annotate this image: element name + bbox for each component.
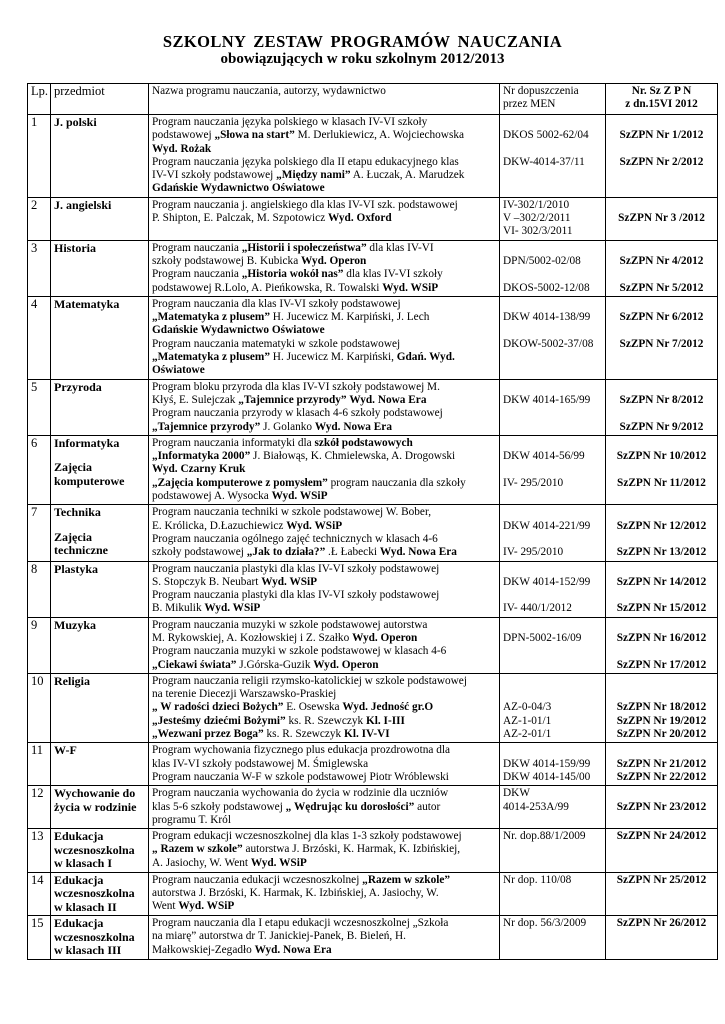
subject-cell-line: W-F xyxy=(54,743,77,758)
program-cell xyxy=(149,435,500,504)
subject-cell-line: J. angielski xyxy=(54,197,112,212)
szpn-number-cell-line: SzZPN Nr 14/2012 xyxy=(616,575,707,588)
subject-cell-line: w klasach II xyxy=(54,899,117,914)
szpn-number-cell-line: SzZPN Nr 3 /2012 xyxy=(618,212,705,225)
program-cell-line: „Tajemnice przyrody” J. Golanko Wyd. Nowa Era xyxy=(152,420,392,433)
table-row xyxy=(28,561,718,617)
program-cell xyxy=(149,872,500,916)
szpn-number-cell xyxy=(606,916,718,960)
szpn-number-cell-line: SzZPN Nr 4/2012 xyxy=(619,254,704,267)
document-title: SZKOLNY ZESTAW PROGRAMÓW NAUCZANIA xyxy=(162,32,563,51)
men-number-cell-line: DKW 4014-221/99 xyxy=(503,519,591,532)
szpn-number-cell-line xyxy=(607,619,716,632)
szpn-number-cell xyxy=(606,617,718,673)
table-header-row xyxy=(28,84,718,115)
subject-cell-line: Wychowanie do xyxy=(54,786,136,801)
program-cell-line: Program nauczania plastyki dla klas IV-VI szkoły podstawowej xyxy=(152,562,440,575)
program-cell xyxy=(149,197,500,240)
subject-cell-line: w klasach III xyxy=(54,943,122,958)
szpn-number-cell xyxy=(606,829,718,873)
men-number-cell xyxy=(500,197,606,240)
szpn-number-cell xyxy=(606,743,718,786)
header-szpn-line1: Nr. Sz Z P N xyxy=(631,85,692,97)
program-cell-line: Program nauczania dla klas IV-VI szkoły podstawowej xyxy=(152,297,401,310)
men-number-cell-line: IV- 440/1/2012 xyxy=(503,602,572,615)
szpn-number-cell-line: SzZPN Nr 11/2012 xyxy=(617,476,706,489)
szpn-number-cell-line xyxy=(607,143,716,156)
program-cell-line: Gdańskie Wydawnictwo Oświatowe xyxy=(152,182,325,195)
men-number-cell-line: DPN/5002-02/08 xyxy=(503,254,581,267)
program-cell-line: szkoły podstawowej „Jak to działa?” .Ł Łabecki Wyd. Nowa Era xyxy=(152,546,457,559)
szpn-number-cell-line xyxy=(607,533,716,546)
subject-cell-line: Zajęcia xyxy=(54,460,92,475)
szpn-number-cell-line: SzZPN Nr 7/2012 xyxy=(619,337,704,350)
szpn-number-cell-line: SzZPN Nr 13/2012 xyxy=(616,546,707,559)
szpn-number-cell-line xyxy=(607,675,716,688)
szpn-number-cell xyxy=(606,673,718,742)
row-number: 12 xyxy=(28,786,51,829)
subject-cell-line: Historia xyxy=(54,240,96,255)
men-number-cell-line: DKOS 5002-62/04 xyxy=(503,129,589,142)
szpn-number-cell-line xyxy=(607,437,716,450)
szpn-number-cell xyxy=(606,115,718,198)
program-cell-line: S. Stopczyk B. Neubart Wyd. WSiP xyxy=(152,575,318,588)
programs-table xyxy=(27,83,718,960)
szpn-number-cell-line xyxy=(607,744,716,757)
szpn-number-cell-line xyxy=(607,787,716,800)
program-cell-line: IV-VI szkoły podstawowej „Między nami” A. Łuczak, A. Marudzek xyxy=(152,169,465,182)
subject-cell xyxy=(51,829,149,873)
table-row xyxy=(28,916,718,960)
program-cell-line: Program nauczania plastyki dla klas IV-VI szkoły podstawowej xyxy=(152,589,440,602)
szpn-number-cell-line: SzZPN Nr 20/2012 xyxy=(616,728,707,741)
program-cell-line: Program nauczania religii rzymsko-katolickiej w szkole podstawowej xyxy=(152,674,467,687)
szpn-number-cell-line: SzZPN Nr 5/2012 xyxy=(619,281,704,294)
table-row xyxy=(28,379,718,435)
subject-cell-line: Informatyka xyxy=(54,435,120,450)
program-cell-line: podstawowej A. Wysocka Wyd. WSiP xyxy=(152,490,328,503)
table-row xyxy=(28,673,718,742)
men-number-cell xyxy=(500,617,606,673)
men-number-cell-line xyxy=(503,324,602,337)
program-cell-line: podstawowej „Słowa na start” M. Derlukiewicz, A. Wojciechowska xyxy=(152,129,465,142)
program-cell xyxy=(149,115,500,198)
program-cell-line: Program nauczania wychowania do życia w rodzinie dla uczniów xyxy=(152,787,449,800)
szpn-number-cell-line: SzZPN Nr 9/2012 xyxy=(619,420,704,433)
program-cell xyxy=(149,743,500,786)
subject-cell-line: J. polski xyxy=(54,115,97,129)
program-cell-line: A. Jasiochy, W. Went Wyd. WSiP xyxy=(152,856,307,869)
szpn-number-cell xyxy=(606,197,718,240)
men-number-cell xyxy=(500,115,606,198)
szpn-number-cell-line xyxy=(607,645,716,658)
program-cell xyxy=(149,673,500,742)
program-cell-line: Gdańskie Wydawnictwo Oświatowe xyxy=(152,324,325,337)
program-cell-line: „Ciekawi świata” J.Górska-Guzik Wyd. Operon xyxy=(152,658,379,671)
szpn-number-cell-line: SzZPN Nr 8/2012 xyxy=(619,393,704,406)
men-number-cell-line xyxy=(503,242,602,255)
men-number-cell xyxy=(500,743,606,786)
subject-cell xyxy=(51,115,149,198)
program-cell-line: Program nauczania dla I etapu edukacji wczesnoszkolnej „Szkoła xyxy=(152,917,449,930)
program-cell-line: Program nauczania muzyki w szkole podstawowej autorstwa xyxy=(152,618,428,631)
row-number: 15 xyxy=(28,916,51,960)
subject-cell-line: Przyroda xyxy=(54,379,102,394)
table-row xyxy=(28,786,718,829)
header-men xyxy=(500,84,606,115)
subject-cell xyxy=(51,435,149,504)
szpn-number-cell-line xyxy=(607,116,716,129)
szpn-number-cell-line: SzZPN Nr 17/2012 xyxy=(616,658,707,671)
header-lp: Lp. xyxy=(28,84,51,115)
men-number-cell-line: IV-302/1/2010 xyxy=(503,198,570,211)
szpn-number-cell-line: SzZPN Nr 10/2012 xyxy=(616,450,707,463)
table-row xyxy=(28,115,718,198)
program-cell-line: P. Shipton, E. Palczak, M. Szpotowicz Wyd. Oxford xyxy=(152,212,392,225)
men-number-cell-line xyxy=(503,268,602,281)
program-cell-line: na miarę” autorstwa dr T. Janickiej-Panek, B. Bieleń, H. xyxy=(152,930,406,943)
szpn-number-cell xyxy=(606,872,718,916)
men-number-cell-line: AZ-1-01/1 xyxy=(503,714,552,727)
program-cell-line: „Wezwani przez Boga” ks. R. Szewczyk Kl. IV-VI xyxy=(152,728,390,741)
szpn-number-cell-line: SzZPN Nr 25/2012 xyxy=(616,873,707,886)
program-cell xyxy=(149,561,500,617)
program-cell-line: Program bloku przyroda dla klas IV-VI szkoły podstawowej M. xyxy=(152,380,440,393)
men-number-cell xyxy=(500,505,606,561)
men-number-cell-line xyxy=(503,589,602,602)
table-row xyxy=(28,505,718,561)
subject-cell-line: Edukacja xyxy=(54,829,104,844)
table-body xyxy=(28,115,718,960)
program-cell-line: „Matematyka z plusem” H. Jucewicz M. Karpiński, Gdań. Wyd. xyxy=(152,351,455,364)
szpn-number-cell-line xyxy=(607,407,716,420)
szpn-number-cell-line: SzZPN Nr 6/2012 xyxy=(619,311,704,324)
subject-cell-line: techniczne xyxy=(54,543,108,558)
szpn-number-cell-line xyxy=(607,381,716,394)
program-cell-line: „ W radości dzieci Bożych” E. Osewska Wyd. Jedność gr.O xyxy=(152,701,434,714)
row-number: 3 xyxy=(28,240,51,296)
program-cell-line: klas IV-VI szkoły podstawowej M. Śmiglewska xyxy=(152,757,369,770)
subject-cell-line: Technika xyxy=(54,505,101,520)
men-number-cell xyxy=(500,561,606,617)
szpn-number-cell xyxy=(606,561,718,617)
header-program: Nazwa programu nauczania, autorzy, wydawnictwo xyxy=(149,84,500,115)
szpn-number-cell-line: SzZPN Nr 19/2012 xyxy=(616,714,707,727)
table-row xyxy=(28,296,718,379)
program-cell xyxy=(149,829,500,873)
program-cell-line: E. Królicka, D.Łazuchiewicz Wyd. WSiP xyxy=(152,519,343,532)
program-cell-line: Małkowskiej-Zegadło Wyd. Nowa Era xyxy=(152,943,332,956)
subject-cell xyxy=(51,743,149,786)
szpn-number-cell-line: SzZPN Nr 22/2012 xyxy=(616,770,707,783)
subject-cell-line: w klasach I xyxy=(54,856,113,871)
program-cell-line: Kłyś, E. Sulejczak „Tajemnice przyrody” Wyd. Nowa Era xyxy=(152,393,427,406)
men-number-cell xyxy=(500,673,606,742)
szpn-number-cell-line: SzZPN Nr 12/2012 xyxy=(616,519,707,532)
szpn-number-cell-line: SzZPN Nr 15/2012 xyxy=(616,602,707,615)
subject-cell xyxy=(51,379,149,435)
row-number: 13 xyxy=(28,829,51,873)
szpn-number-cell-line xyxy=(607,298,716,311)
men-number-cell-line xyxy=(503,688,602,701)
men-number-cell-line: VI- 302/3/2011 xyxy=(503,225,573,238)
men-number-cell-line: DKOS-5002-12/08 xyxy=(503,281,590,294)
program-cell-line: programu T. Król xyxy=(152,813,231,826)
szpn-number-cell xyxy=(606,240,718,296)
men-number-cell-line: DKOW-5002-37/08 xyxy=(503,337,594,350)
program-cell-line: Program nauczania „Historia wokół nas” dla klas IV-VI szkoły xyxy=(152,268,443,281)
program-cell-line: „ Razem w szkole” autorstwa J. Brzóski, K. Harmak, K. Izbińskiej, xyxy=(152,843,461,856)
subject-cell-line: komputerowe xyxy=(54,473,125,488)
program-cell-line: Program nauczania techniki w szkole podstawowej W. Bober, xyxy=(152,506,432,519)
szpn-number-cell-line: SzZPN Nr 24/2012 xyxy=(616,830,707,843)
szpn-number-cell-line xyxy=(607,506,716,519)
men-number-cell-line: IV- 295/2010 xyxy=(503,546,564,559)
szpn-number-cell-line: SzZPN Nr 18/2012 xyxy=(616,701,707,714)
men-number-cell xyxy=(500,786,606,829)
men-number-cell-line: V –302/2/2011 xyxy=(503,212,571,225)
szpn-number-cell-line: SzZPN Nr 2/2012 xyxy=(619,155,704,168)
program-cell xyxy=(149,505,500,561)
subject-cell xyxy=(51,296,149,379)
men-number-cell xyxy=(500,829,606,873)
szpn-number-cell-line xyxy=(607,688,716,701)
szpn-number-cell xyxy=(606,379,718,435)
program-cell-line: Program nauczania języka polskiego dla II etapu edukacyjnego klas xyxy=(152,155,459,168)
subject-cell xyxy=(51,197,149,240)
subject-cell-line: wczesnoszkolna xyxy=(54,929,135,944)
row-number: 4 xyxy=(28,296,51,379)
men-number-cell-line: DKW 4014-152/99 xyxy=(503,575,591,588)
men-number-cell-line: AZ-0-04/3 xyxy=(503,701,552,714)
szpn-number-cell xyxy=(606,435,718,504)
szpn-number-cell xyxy=(606,505,718,561)
program-cell-line: na terenie Diecezji Warszawsko-Praskiej xyxy=(152,688,337,701)
row-number: 5 xyxy=(28,379,51,435)
szpn-number-cell-line: SzZPN Nr 16/2012 xyxy=(616,631,707,644)
men-number-cell-line xyxy=(503,744,602,757)
header-subject: przedmiot xyxy=(51,84,149,115)
program-cell-line: klas 5-6 szkoły podstawowej „ Wędrując ku dorosłości” autor xyxy=(152,800,441,813)
men-number-cell-line xyxy=(503,563,602,576)
row-number: 2 xyxy=(28,197,51,240)
szpn-number-cell-line xyxy=(607,268,716,281)
program-cell-line: Program nauczania informatyki dla szkół podstawowych xyxy=(152,436,413,449)
table-row xyxy=(28,617,718,673)
program-cell-line: Wyd. Czarny Kruk xyxy=(152,463,246,476)
men-number-cell-line xyxy=(503,619,602,632)
men-number-cell-line: AZ-2-01/1 xyxy=(503,728,552,741)
table-row xyxy=(28,197,718,240)
men-number-cell xyxy=(500,379,606,435)
program-cell xyxy=(149,617,500,673)
program-cell-line: Program nauczania muzyki w szkole podstawowej w klasach 4-6 xyxy=(152,645,447,658)
szpn-number-cell-line xyxy=(607,199,716,212)
program-cell xyxy=(149,296,500,379)
szpn-number-cell-line xyxy=(607,589,716,602)
subject-cell xyxy=(51,240,149,296)
program-cell-line: Program nauczania przyrody w klasach 4-6 szkoły podstawowej xyxy=(152,407,443,420)
men-number-cell xyxy=(500,296,606,379)
men-number-cell-line: IV- 295/2010 xyxy=(503,476,564,489)
men-number-cell-line xyxy=(503,533,602,546)
header-szpn xyxy=(606,84,718,115)
program-cell-line: Program nauczania edukacji wczesnoszkolnej „Razem w szkole” xyxy=(152,873,451,886)
row-number: 1 xyxy=(28,115,51,198)
subject-cell-line: Zajęcia xyxy=(54,529,92,544)
program-cell xyxy=(149,240,500,296)
row-number: 8 xyxy=(28,561,51,617)
szpn-number-cell-line: SzZPN Nr 1/2012 xyxy=(619,129,704,142)
program-cell-line: Wyd. Rożak xyxy=(152,142,212,155)
program-cell-line: „Zajęcia komputerowe z pomysłem” program nauczania dla szkoły xyxy=(152,476,466,489)
row-number: 10 xyxy=(28,673,51,742)
program-cell-line: szkoły podstawowej B. Kubicka Wyd. Operon xyxy=(152,254,367,267)
program-cell-line: B. Mikulik Wyd. WSiP xyxy=(152,602,261,615)
szpn-number-cell-line xyxy=(607,324,716,337)
szpn-number-cell-line: SzZPN Nr 21/2012 xyxy=(616,757,707,770)
program-cell-line: Program wychowania fizycznego plus edukacja prozdrowotna dla xyxy=(152,744,451,757)
men-number-cell-line: Nr. dop.88/1/2009 xyxy=(503,830,586,843)
men-number-cell-line xyxy=(503,675,602,688)
table-row xyxy=(28,743,718,786)
header-men-line2: przez MEN xyxy=(503,98,556,111)
subject-cell xyxy=(51,561,149,617)
men-number-cell-line xyxy=(503,463,602,476)
subject-cell-line: Matematyka xyxy=(54,296,120,311)
document-subtitle: obowiązujących w roku szkolnym 2012/2013 xyxy=(220,51,505,67)
row-number: 14 xyxy=(28,872,51,916)
row-number: 9 xyxy=(28,617,51,673)
szpn-number-cell-line xyxy=(607,242,716,255)
szpn-number-cell xyxy=(606,786,718,829)
subject-cell-line: wczesnoszkolna xyxy=(54,886,135,901)
row-number: 7 xyxy=(28,505,51,561)
szpn-number-cell-line: SzZPN Nr 26/2012 xyxy=(616,917,707,930)
men-number-cell-line: DKW 4014-159/99 xyxy=(503,757,591,770)
subject-cell-line: Plastyka xyxy=(54,561,99,576)
subject-cell-line: życia w rodzinie xyxy=(54,799,137,814)
men-number-cell-line xyxy=(503,506,602,519)
men-number-cell xyxy=(500,916,606,960)
row-number: 11 xyxy=(28,743,51,786)
subject-cell-line: Muzyka xyxy=(54,617,96,632)
men-number-cell-line: DPN-5002-16/09 xyxy=(503,631,582,644)
subject-cell xyxy=(51,505,149,561)
table-row xyxy=(28,829,718,873)
men-number-cell-line: DKW-4014-37/11 xyxy=(503,155,585,168)
szpn-number-cell-line xyxy=(607,463,716,476)
men-number-cell-line: 4014-253A/99 xyxy=(503,800,569,813)
subject-cell xyxy=(51,916,149,960)
program-cell-line: Program nauczania „Historii i społeczeństwa” dla klas IV-VI xyxy=(152,241,434,254)
table-row xyxy=(28,435,718,504)
men-number-cell xyxy=(500,872,606,916)
program-cell-line: autorstwa J. Brzóski, K. Harmak, K. Izbińskiej, A. Jasiochy, W. xyxy=(152,886,439,899)
table-row xyxy=(28,872,718,916)
program-cell-line: Oświatowe xyxy=(152,364,205,377)
program-cell xyxy=(149,379,500,435)
table-row xyxy=(28,240,718,296)
men-number-cell-line: DKW 4014-138/99 xyxy=(503,311,591,324)
header-szpn-line2: z dn.15VI 2012 xyxy=(625,98,698,110)
men-number-cell-line xyxy=(503,116,602,129)
program-cell-line: „Jesteśmy dziećmi Bożymi” ks. R. Szewczyk Kl. I-III xyxy=(152,714,405,727)
program-cell-line: Went Wyd. WSiP xyxy=(152,900,235,913)
subject-cell-line: Edukacja xyxy=(54,872,104,887)
men-number-cell-line xyxy=(503,381,602,394)
subject-cell-line: Edukacja xyxy=(54,916,104,931)
men-number-cell xyxy=(500,240,606,296)
program-cell xyxy=(149,916,500,960)
program-cell xyxy=(149,786,500,829)
subject-cell xyxy=(51,673,149,742)
program-cell-line: „Informatyka 2000” J. Białowąs, K. Chmielewska, A. Drogowski xyxy=(152,450,456,463)
szpn-number-cell-line: SzZPN Nr 23/2012 xyxy=(616,800,707,813)
program-cell-line: Program nauczania W-F w szkole podstawowej Piotr Wróblewski xyxy=(152,770,449,783)
program-cell-line: „Matematyka z plusem” H. Jucewicz M. Karpiński, J. Lech xyxy=(152,311,430,324)
men-number-cell-line: DKW 4014-56/99 xyxy=(503,450,585,463)
program-cell-line: Program nauczania j. angielskiego dla klas IV-VI szk. podstawowej xyxy=(152,198,458,211)
men-number-cell-line xyxy=(503,143,602,156)
program-cell-line: Program nauczania matematyki w szkole podstawowej xyxy=(152,337,401,350)
men-number-cell-line: Nr dop. 110/08 xyxy=(503,873,572,886)
subject-cell-line: Religia xyxy=(54,673,90,688)
subject-cell xyxy=(51,872,149,916)
program-cell-line: Program nauczania ogólnego zajęć technicznych w klasach 4-6 xyxy=(152,532,438,545)
szpn-number-cell xyxy=(606,296,718,379)
row-number: 6 xyxy=(28,435,51,504)
header-men-line1: Nr dopuszczenia xyxy=(503,85,579,97)
men-number-cell-line: Nr dop. 56/3/2009 xyxy=(503,917,587,930)
szpn-number-cell-line xyxy=(607,563,716,576)
men-number-cell-line: DKW 4014-165/99 xyxy=(503,393,591,406)
program-cell-line: Program edukacji wczesnoszkolnej dla klas 1-3 szkoły podstawowej xyxy=(152,830,462,843)
subject-cell xyxy=(51,617,149,673)
program-cell-line: M. Rykowskiej, A. Kozłowskiej i Z. Szałko Wyd. Operon xyxy=(152,631,418,644)
subject-cell-line: wczesnoszkolna xyxy=(54,842,135,857)
men-number-cell-line: DKW xyxy=(503,787,530,800)
men-number-cell-line xyxy=(503,437,602,450)
men-number-cell xyxy=(500,435,606,504)
program-cell-line: Program nauczania języka polskiego w klasach IV-VI szkoły xyxy=(152,116,428,128)
subject-cell xyxy=(51,786,149,829)
men-number-cell-line: DKW 4014-145/00 xyxy=(503,770,591,783)
program-cell-line: podstawowej R.Lolo, A. Pieńkowska, R. Towalski Wyd. WSiP xyxy=(152,281,439,294)
men-number-cell-line xyxy=(503,298,602,311)
